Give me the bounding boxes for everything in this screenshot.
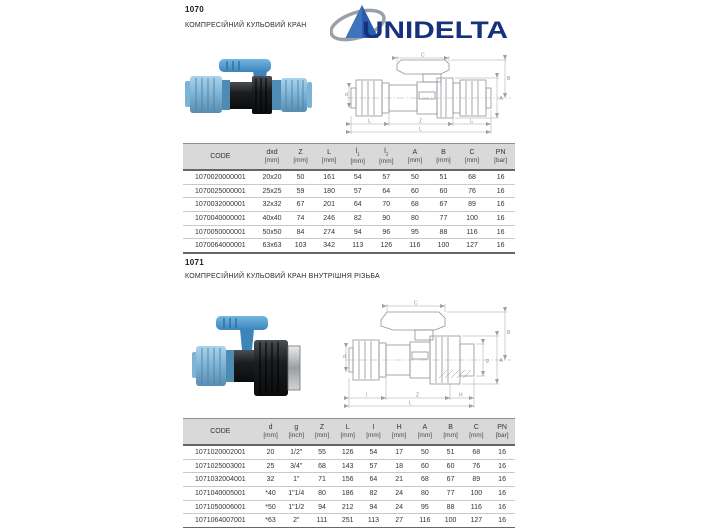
table-cell: 1071020002001 [195,448,246,456]
dim-label-d: d [345,92,348,98]
table-row [183,225,515,239]
table-cell: 126 [341,448,354,456]
table-cell: 77 [438,487,464,501]
table-cell: 16 [486,198,515,212]
table-cell: 40x40 [258,212,287,226]
section-title-1070: КОМПРЕСІЙНИЙ КУЛЬОВИЙ КРАН [185,22,307,29]
drawing-outline [349,312,474,384]
table-cell: 127 [458,239,487,253]
table-cell: 100 [463,487,489,501]
drawing-outline [351,60,491,118]
dim-label-A: A [499,96,503,102]
table-cell: 68 [472,448,481,456]
column-header: L [mm] [315,144,344,171]
ring-nut [252,76,272,114]
collar-left [226,350,234,382]
table-cell: 90 [372,212,401,226]
column-header: PN [bar] [489,419,515,446]
table-cell: 82 [361,487,387,501]
table-cell: 16 [486,239,515,253]
table-cell: 77 [429,212,458,226]
unidelta-logo [330,3,510,47]
table-cell: 84 [286,225,315,239]
table-cell: 116 [412,514,438,528]
table-cell: 1" [283,473,309,487]
table-cell: 68 [401,198,430,212]
column-header: A [mm] [412,419,438,446]
table-cell: 76 [463,459,489,473]
table-cell: 54 [353,173,362,181]
table-cell: 50 [296,173,305,181]
table-cell: 1"1/4 [283,487,309,501]
table-cell: 74 [286,212,315,226]
column-header: Z [mm] [286,144,315,171]
table-cell: 54 [369,448,378,456]
dim-label-A: A [499,358,503,364]
table-cell: 16 [489,487,515,501]
section-code-1070: 1070 [185,5,204,14]
table-cell: 116 [401,239,430,253]
column-header: H [mm] [386,419,412,446]
table-row [183,500,515,514]
column-header: I [mm] [361,419,387,446]
table-cell: 94 [343,225,372,239]
column-header: CODE [183,419,258,446]
dim-label-B: B [507,76,511,82]
table-cell: 127 [463,514,489,528]
table-cell: 100 [438,514,464,528]
compression-nut-left [185,76,222,113]
table-cell: 60 [412,459,438,473]
table-cell: 64 [361,473,387,487]
table-cell: 76 [458,184,487,198]
thread-insert [288,346,300,390]
dim-label-d: d [343,354,346,360]
table-cell: 16 [489,459,515,473]
technical-drawing-1071 [343,298,513,416]
table-cell: 1071040005001 [183,487,258,501]
table-cell: 94 [309,500,335,514]
dim-label-Z: Z [419,118,423,125]
table-row [183,170,515,184]
table-cell: 20x20 [262,173,282,181]
table-cell: 1070040000001 [183,212,258,226]
table-cell: 186 [335,487,361,501]
table-cell: 88 [438,500,464,514]
dim-label-B: B [507,330,511,336]
table-cell: 16 [489,514,515,528]
table-cell: 96 [372,225,401,239]
table-cell: 51 [439,173,448,181]
table-cell: 212 [335,500,361,514]
table-row [183,459,515,473]
table-cell: 2" [283,514,309,528]
table-cell: 17 [395,448,404,456]
dim-label-l2: l₂ [470,118,474,125]
valve-body [234,350,256,382]
section-code-1071: 1071 [185,258,204,267]
dim-label-H: H [459,392,463,399]
table-cell: 95 [412,500,438,514]
table-cell: 27 [386,514,412,528]
table-cell: 16 [486,184,515,198]
table-row [183,212,515,226]
column-header: $l_1$ [mm] [343,144,372,171]
table-cell: 1071050006001 [183,500,258,514]
dim-label-C: C [414,300,418,307]
column-header: dxd [mm] [258,144,287,171]
table-cell: 1070032000001 [183,198,258,212]
table-cell: 24 [386,487,412,501]
table-cell: 251 [335,514,361,528]
table-cell: 95 [401,225,430,239]
table-cell: 1071025003001 [183,459,258,473]
table-cell: 63x63 [258,239,287,253]
dim-label-g: g [486,358,489,364]
table-cell: 80 [412,487,438,501]
product-photo-1070 [183,55,313,129]
table-cell: 82 [343,212,372,226]
table-cell: 59 [286,184,315,198]
table-cell: 16 [486,225,515,239]
table-cell: 88 [429,225,458,239]
column-header: CODE [183,144,258,171]
table-cell: 1/2" [290,448,303,456]
table-cell: 50 [410,173,419,181]
dimensions-table-1071 [183,418,515,528]
section-title-1071: КОМПРЕСІЙНИЙ КУЛЬОВИЙ КРАН ВНУТРІШНЯ РІЗЬБА [185,273,380,280]
table-cell: 1070020000001 [195,173,246,181]
table-cell: 60 [438,459,464,473]
dimension-lines [349,56,507,134]
table-cell: 111 [309,514,335,528]
threaded-coupling [254,340,300,396]
table-cell: 342 [315,239,344,253]
table-cell: 50 [420,448,429,456]
table-cell: 113 [343,239,372,253]
table-cell: 116 [458,225,487,239]
table-cell: 57 [343,184,372,198]
column-header: L [mm] [335,419,361,446]
table-cell: *50 [258,500,284,514]
table-row [183,445,515,459]
table-cell: 68 [468,173,476,181]
table-cell: 1071064007001 [183,514,258,528]
logo-wordmark: UNIDELTA [362,17,508,44]
table-cell: *40 [258,487,284,501]
table-row [183,514,515,528]
table-cell: 156 [335,473,361,487]
technical-drawing-1070 [345,52,513,138]
table-cell: 55 [318,448,326,456]
table-cell: 50x50 [258,225,287,239]
table-cell: 64 [372,184,401,198]
table-cell: 1071032004001 [183,473,258,487]
table-cell: 32x32 [258,198,287,212]
table-cell: 18 [386,459,412,473]
table-row [183,198,515,212]
dim-label-C: C [421,52,425,59]
table-cell: 1070064000001 [183,239,258,253]
table-cell: 143 [335,459,361,473]
column-header: g [inch] [283,419,309,446]
column-header: $l_2$ [mm] [372,144,401,171]
dimensions-table-1070 [183,143,515,254]
table-cell: 180 [315,184,344,198]
compression-nut-left [192,346,226,386]
table-cell: 1"1/2 [283,500,309,514]
table-cell: 100 [458,212,487,226]
table-cell: 24 [386,500,412,514]
table-cell: *63 [258,514,284,528]
column-header: B [mm] [429,144,458,171]
table-cell: 70 [372,198,401,212]
column-header: A [mm] [401,144,430,171]
column-header: Z [mm] [309,419,335,446]
table-cell: 1070050000001 [183,225,258,239]
table-cell: 68 [309,459,335,473]
table-cell: 16 [486,212,515,226]
table-cell: 3/4" [283,459,309,473]
table-row [183,239,515,253]
table-cell: 67 [286,198,315,212]
table-cell: 89 [458,198,487,212]
table-cell: 80 [401,212,430,226]
table-cell: 71 [309,473,335,487]
table-cell: 25 [258,459,284,473]
collar-right [272,80,281,110]
table-cell: 64 [343,198,372,212]
table-cell: 16 [489,473,515,487]
column-header: d [mm] [258,419,284,446]
collar-left [222,80,230,110]
table-cell: 60 [401,184,430,198]
table-cell: 68 [412,473,438,487]
table-cell: 57 [361,459,387,473]
table-row [183,184,515,198]
dimension-lines [346,304,507,408]
table-row [183,473,515,487]
table-cell: 32 [258,473,284,487]
table-cell: 103 [286,239,315,253]
dim-label-L: L [409,400,412,407]
table-cell: 126 [372,239,401,253]
column-header: C [mm] [458,144,487,171]
compression-nut-right [281,78,312,112]
table-cell: 16 [496,173,505,181]
table-cell: 57 [382,173,391,181]
column-header: B [mm] [438,419,464,446]
table-cell: 80 [309,487,335,501]
table-cell: 16 [489,500,515,514]
dim-label-I: I [366,392,368,399]
dim-label-L: L [419,126,422,133]
table-cell: 25x25 [258,184,287,198]
table-cell: 89 [463,473,489,487]
table-cell: 161 [323,173,335,181]
table-cell: 100 [429,239,458,253]
table-cell: 16 [498,448,506,456]
table-cell: 20 [266,448,275,456]
table-cell: 21 [386,473,412,487]
table-cell: 1070025000001 [183,184,258,198]
table-cell: 94 [361,500,387,514]
product-photo-1071 [190,310,316,406]
table-row [183,487,515,501]
dim-label-Z: Z [416,392,420,399]
table-cell: 201 [315,198,344,212]
table-cell: 67 [438,473,464,487]
table-cell: 246 [315,212,344,226]
column-header: C [mm] [463,419,489,446]
table-cell: 113 [361,514,387,528]
dim-label-l1: l₁ [368,118,371,125]
table-cell: 67 [429,198,458,212]
valve-body [230,82,254,109]
table-cell: 274 [315,225,344,239]
table-cell: 51 [446,448,455,456]
column-header: PN [bar] [486,144,515,171]
table-cell: 60 [429,184,458,198]
table-cell: 116 [463,500,489,514]
